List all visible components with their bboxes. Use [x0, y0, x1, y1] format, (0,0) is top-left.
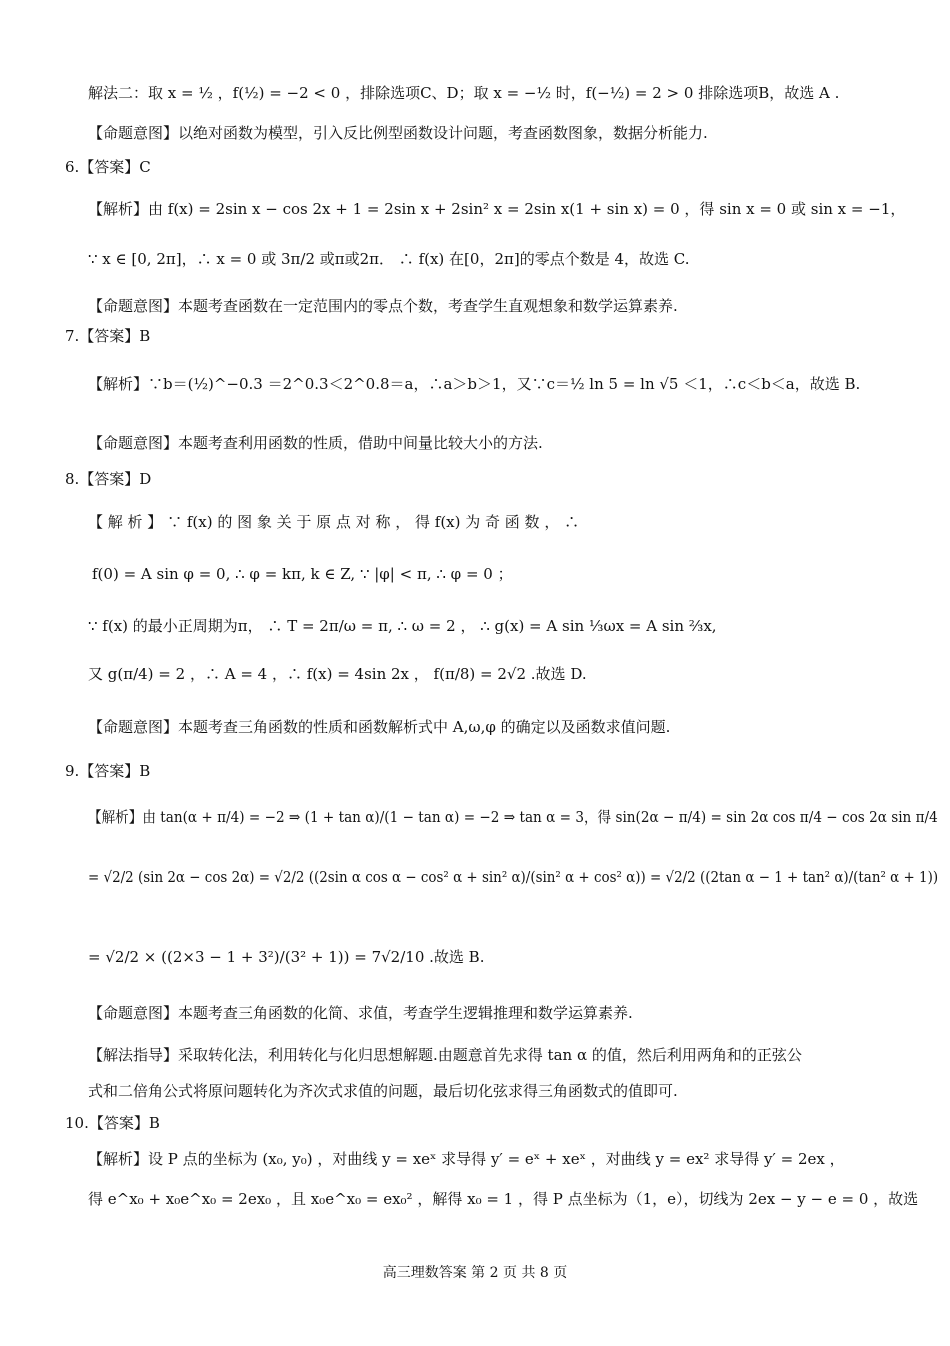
text-line: 【解析】∵b＝(½)^−0.3 ＝2^0.3＜2^0.8＝a，∴a＞b＞1，又∵c＝½ ln 5 = ln √5 ＜1，∴c＜b＜a，故选 B. — [88, 375, 861, 393]
text-line: ∵ f(x) 的最小正周期为π， ∴ T = 2π/ω = π, ∴ ω = 2 ， ∴ g(x) = A sin ⅓ωx = A sin ⅔x, — [88, 617, 717, 635]
answer-heading: 9.【答案】B — [65, 762, 151, 780]
text-line: 【解法指导】采取转化法，利用转化与化归思想解题.由题意首先求得 tan α 的值，然后利用两角和的正弦公 — [88, 1046, 802, 1064]
text-line: 【命题意图】本题考查函数在一定范围内的零点个数，考查学生直观想象和数学运算素养. — [88, 297, 678, 315]
answer-heading: 6.【答案】C — [65, 158, 151, 176]
text-line: 【命题意图】本题考查利用函数的性质，借助中间量比较大小的方法. — [88, 434, 543, 452]
text-line: 解法二：取 x = ½ ，f(½) = −2 < 0 ，排除选项C、D；取 x = −½ 时，f(−½) = 2 > 0 排除选项B，故选 A . — [88, 84, 840, 102]
text-line: 【 解 析 】 ∵ f(x) 的 图 象 关 于 原 点 对 称 ， 得 f(x) 为 奇 函 数 ， ∴ — [88, 513, 580, 531]
text-line: = √2/2 × ((2×3 − 1 + 3²)/(3² + 1)) = 7√2/10 .故选 B. — [88, 948, 485, 966]
text-line: ∵ x ∈ [0, 2π]，∴ x = 0 或 3π/2 或π或2π． ∴ f(x) 在[0，2π]的零点个数是 4，故选 C. — [88, 250, 690, 268]
text-line: 【命题意图】本题考查三角函数的性质和函数解析式中 A,ω,φ 的确定以及函数求值问题. — [88, 718, 671, 736]
answer-heading: 7.【答案】B — [65, 327, 151, 345]
text-line: 【解析】由 tan(α + π/4) = −2 ⇒ (1 + tan α)/(1 − tan α) = −2 ⇒ tan α = 3，得 sin(2α − π/4) = sin 2α cos π/4 − cos 2α sin π/4 — [88, 808, 938, 826]
page-footer: 高三理数答案 第 2 页 共 8 页 — [382, 1265, 568, 1281]
answer-heading: 10.【答案】B — [65, 1114, 160, 1132]
text-line: 【解析】设 P 点的坐标为 (x₀, y₀) ，对曲线 y = xeˣ 求导得 y′ = eˣ + xeˣ ，对曲线 y = ex² 求导得 y′ = 2ex ， — [88, 1150, 845, 1168]
text-line: 【命题意图】以绝对函数为模型，引入反比例型函数设计问题，考查函数图象，数据分析能力. — [88, 124, 708, 142]
text-line: 又 g(π/4) = 2 ，∴ A = 4 ，∴ f(x) = 4sin 2x ， f(π/8) = 2√2 .故选 D. — [88, 665, 587, 683]
answer-heading: 8.【答案】D — [65, 470, 152, 488]
text-line: 【命题意图】本题考查三角函数的化简、求值，考查学生逻辑推理和数学运算素养. — [88, 1004, 633, 1022]
text-line: = √2/2 (sin 2α − cos 2α) = √2/2 ((2sin α cos α − cos² α + sin² α)/(sin² α + cos² α)) = √2/2 ((2tan α − 1 + tan² α)/(tan² α + 1)) — [88, 868, 939, 886]
text-line: 式和二倍角公式将原问题转化为齐次式求值的问题，最后切化弦求得三角函数式的值即可. — [88, 1082, 678, 1100]
text-line: 【解析】由 f(x) = 2sin x − cos 2x + 1 = 2sin x + 2sin² x = 2sin x(1 + sin x) = 0 ，得 sin x = 0 或 sin x = −1， — [88, 200, 906, 218]
text-line: f(0) = A sin φ = 0, ∴ φ = kπ, k ∈ Z, ∵ |φ| < π, ∴ φ = 0 ； — [92, 565, 513, 583]
text-line: 得 e^x₀ + x₀e^x₀ = 2ex₀ ，且 x₀e^x₀ = ex₀² ，解得 x₀ = 1 ，得 P 点坐标为（1，e），切线为 2ex − y − e = 0 ，故选 — [88, 1190, 919, 1208]
